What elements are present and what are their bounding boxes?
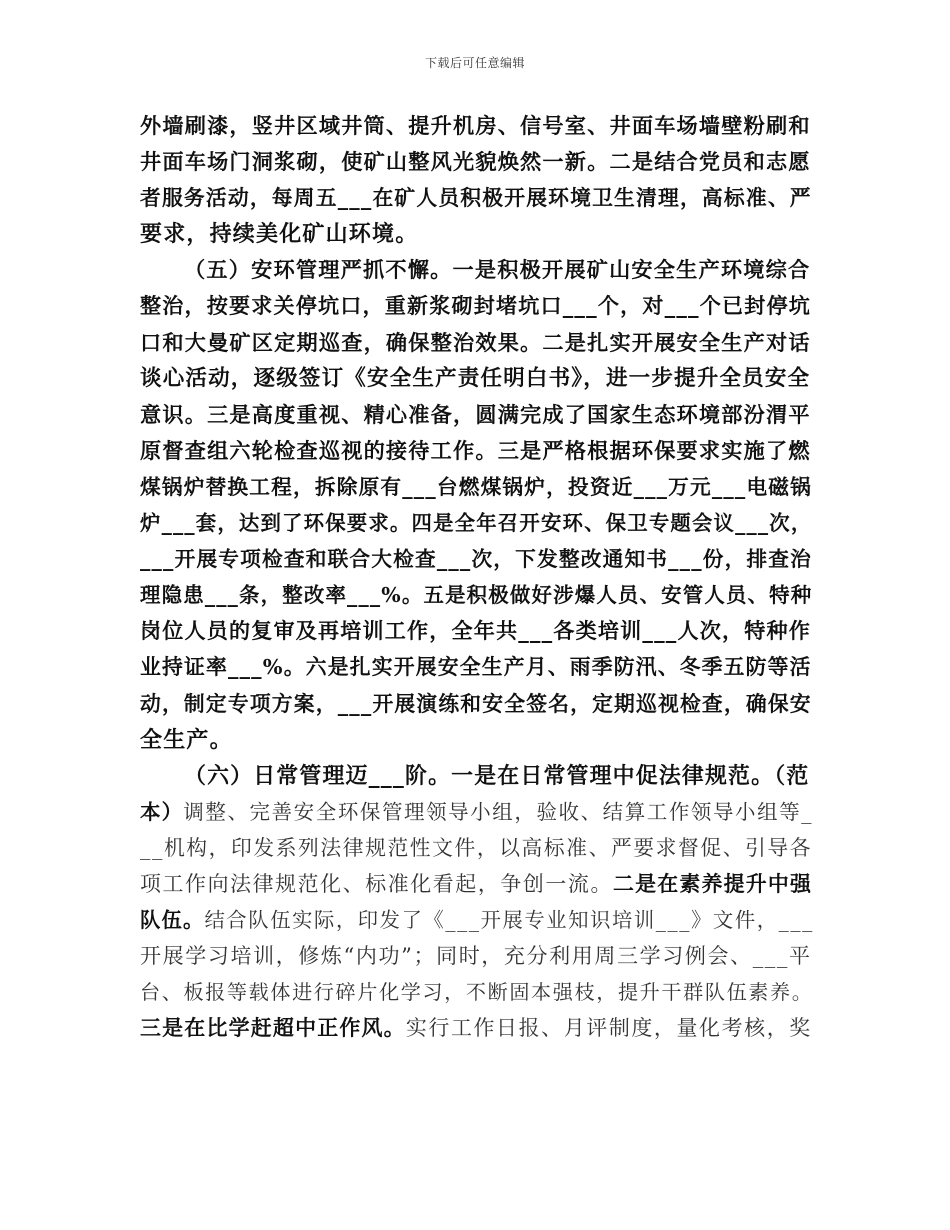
text-run: 调整、完善安全环保管理领导小组，验收、结算工作领导小组等_ — [183, 799, 814, 824]
text-line: 谈心活动，逐级签订《安全生产责任明白书》，进一步提升全员安全 — [140, 365, 811, 391]
text-line: 整治，按要求关停坑口，重新浆砌封堵坑口___个，对___个已封停坑 — [140, 293, 812, 319]
text-run: 本） — [140, 799, 184, 824]
text-line: 要求，持续美化矿山环境。 — [140, 221, 419, 248]
text-line: 井面车场门洞浆砌，使矿山整风光貌焕然一新。二是结合党员和志愿 — [140, 149, 811, 175]
text-line: 动，制定专项方案，___开展演练和安全签名，定期巡视检查，确保安 — [140, 690, 812, 716]
text-line: 炉___套，达到了环保要求。四是全年召开安环、保卫专题会议___次， — [140, 511, 813, 536]
text-line: 业持证率___%。六是扎实开展安全生产月、雨季防汛、冬季五防等活 — [140, 654, 812, 680]
text-line: 全生产。 — [140, 726, 233, 753]
text-line — [140, 866, 813, 902]
text-run: 三是在比学赶超中正作风。 — [140, 1015, 406, 1041]
document-body — [140, 108, 814, 1046]
text-line — [140, 1010, 810, 1046]
text-line — [140, 902, 814, 938]
text-line: 口和大曼矿区定期巡查，确保整治效果。二是扎实开展安全生产对话 — [140, 329, 811, 355]
text-line: 台、板报等载体进行碎片化学习，不断固本强枝，提升干群队伍素养。 — [140, 980, 814, 1005]
text-line — [140, 794, 814, 830]
page-header: 下载后可任意编辑 — [424, 56, 525, 70]
text-line: 开展学习培训，修炼“内功”；同时，充分利用周三学习例会、___平 — [140, 943, 812, 969]
text-run: 结合队伍实际，印发了《___开展专业知识培训___》文件，___ — [204, 908, 814, 933]
text-line: ___开展专项检查和联合大检查___次，下发整改通知书___份，排查治 — [140, 547, 813, 572]
text-run: 实行工作日报、月评制度，量化考核，奖 — [405, 1016, 812, 1041]
text-run: 项工作向法律规范化、标准化看起，争创一流。 — [140, 871, 613, 896]
text-line: 原督查组六轮检查巡视的接待工作。三是严格根据环保要求实施了燃 — [140, 437, 811, 463]
text-line: __机构，印发系列法律规范性文件，以高标准、严要求督促、引导各 — [140, 835, 813, 860]
text-line: 理隐患___条，整改率___%。五是积极做好涉爆人员、安管人员、特种 — [140, 583, 813, 608]
text-line: 者服务活动，每周五___在矿人员积极开展环境卫生清理，高标准、严 — [140, 185, 812, 211]
text-line: 岗位人员的复审及再培训工作，全年共___各类培训___人次，特种作 — [140, 618, 812, 644]
text-line: 意识。三是高度重视、精心准备，圆满完成了国家生态环境部汾渭平 — [140, 401, 811, 427]
text-line: 外墙刷漆，竖井区域井筒、提升机房、信号室、井面车场墙壁粉刷和 — [140, 113, 811, 138]
text-run: 队伍。 — [140, 908, 205, 933]
text-line: （六）日常管理迈___阶。一是在日常管理中促法律规范。（范 — [184, 762, 810, 789]
text-line: 煤锅炉替换工程，拆除原有___台燃煤锅炉，投资近___万元___电磁锅 — [140, 474, 813, 499]
text-run: 二是在素养提升中强 — [612, 870, 813, 896]
text-line: （五）安环管理严抓不懈。一是积极开展矿山安全生产环境综合 — [184, 257, 811, 283]
